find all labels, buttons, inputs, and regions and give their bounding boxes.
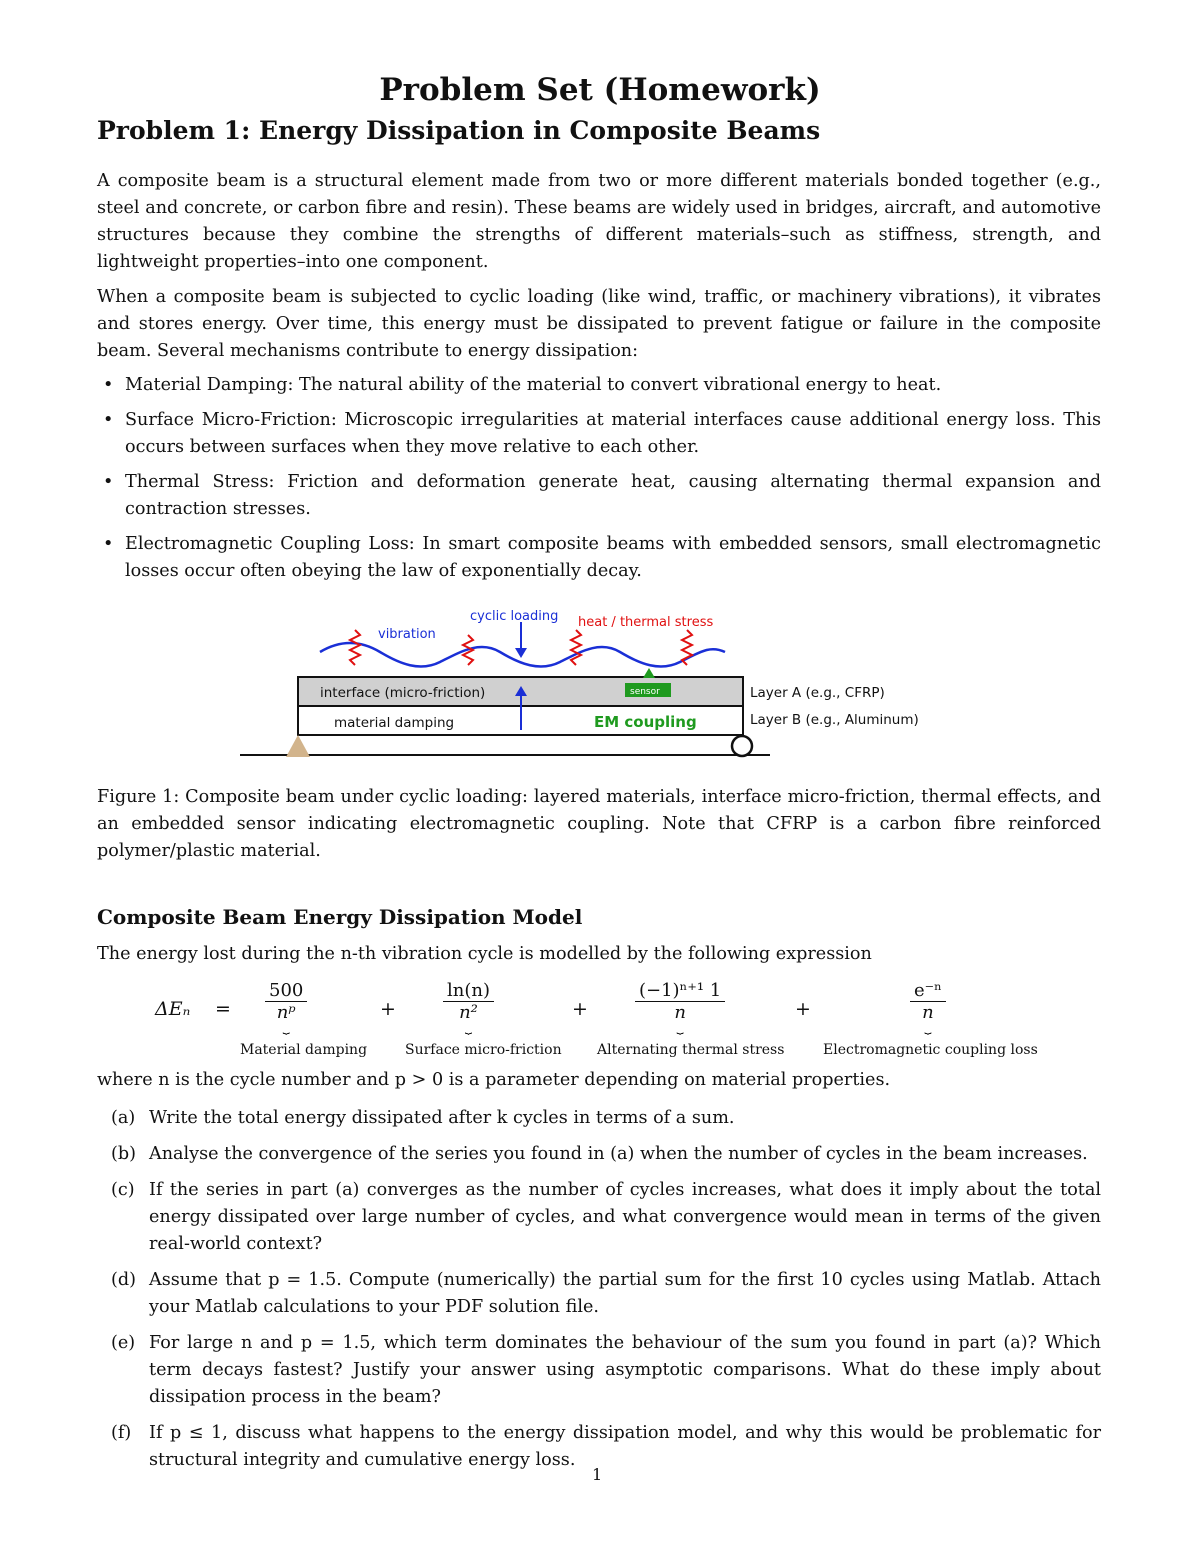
term-micro-friction: ln(n) n² ⏟ [443,980,494,1031]
plus-sign: + [380,998,396,1020]
list-item: (c) If the series in part (a) converges as the number of cycles increases, what does it imply about the total energy dissipated over large number of cycles, and what convergence would mean in terms of the given real-world context? [111,1180,1101,1254]
equals-sign: = [215,998,231,1020]
intro-paragraph: A composite beam is a structural element made from two or more different materials bonded together (e.g., steel and concrete, or carbon fibre and resin). These beams are widely used in bridges, aircraft, and automotive structures because they combine the strengths of different materials–such as stiffness, strength, and lightweight properties–into one component. [97,171,1101,272]
page-number: 1 [592,1465,603,1484]
model-intro: The energy lost during the n-th vibration cycle is modelled by the following expression [97,944,872,964]
list-item: • Thermal Stress: Friction and deformation generate heat, causing alternating thermal expansion and contraction stresses. [97,469,1101,523]
list-item: • Surface Micro-Friction: Microscopic irregularities at material interfaces cause additional energy loss. This occurs between surfaces when they move relative to each other. [97,407,1101,461]
underbrace-icon: ⏟ [676,1020,684,1034]
heat-label: heat / thermal stress [578,615,714,630]
where-text: where n is the cycle number and p > 0 is a parameter depending on material properties. [97,1070,891,1090]
list-item: • Electromagnetic Coupling Loss: In smart composite beams with embedded sensors, small electromagnetic losses occur often obeying the law of exponentially decay. [97,531,1101,585]
list-item: (e) For large n and p = 1.5, which term dominates the behaviour of the sum you found in part (a)? Which term decays fastest? Justify your answer using asymptotic comparisons. What do these imply about dissipation process in the beam? [111,1333,1101,1407]
term-label: Electromagnetic coupling loss [823,1042,1038,1058]
heat-squiggle [350,630,360,665]
underbrace-icon: ⏟ [924,1020,932,1034]
figure-caption: Figure 1: Composite beam under cyclic loading: layered materials, interface micro-friction, thermal effects, and an embedded sensor indicating electromagnetic coupling. Note that CFRP is a carbon fibre reinforced polymer/plastic material. [97,787,1101,861]
problem-heading: Problem 1: Energy Dissipation in Composite Beams [97,116,821,145]
plus-sign: + [572,998,588,1020]
list-item: (d) Assume that p = 1.5. Compute (numerically) the partial sum for the first 10 cycles using Matlab. Attach your Matlab calculations to your PDF solution file. [111,1270,1101,1317]
question-list [97,1105,1101,1483]
energy-equation [140,980,1060,1060]
plus-sign: + [795,998,811,1020]
term-label: Material damping [240,1042,368,1058]
pin-support [286,735,310,757]
term-thermal-stress: (−1)ⁿ⁺¹ 1 n ⏟ [635,980,725,1031]
vibration-label: vibration [378,627,436,642]
term-label: Surface micro-friction [405,1042,562,1058]
term-material-damping: 500 nᵖ ⏟ [265,980,307,1031]
roller-support [732,736,752,756]
mechanism-list [97,372,1101,593]
em-coupling-label: EM coupling [594,713,697,731]
term-label: Alternating thermal stress [597,1042,785,1058]
list-item: • Material Damping: The natural ability of the material to convert vibrational energy to heat. [97,372,1101,399]
list-item: (b) Analyse the convergence of the series you found in (a) when the number of cycles in the beam increases. [111,1144,1088,1164]
layer-a-label: Layer A (e.g., CFRP) [750,685,885,701]
composite-beam-figure [230,600,970,770]
list-item: (f) If p ≤ 1, discuss what happens to the energy dissipation model, and why this would be problematic for structural integrity and cumulative energy loss. [111,1423,1101,1470]
material-damping-label: material damping [334,715,455,731]
page-title: Problem Set (Homework) [379,72,821,108]
layer-b-label: Layer B (e.g., Aluminum) [750,712,919,728]
underbrace-icon: ⏟ [282,1020,290,1034]
model-heading: Composite Beam Energy Dissipation Model [97,905,583,929]
underbrace-icon: ⏟ [464,1020,473,1034]
heat-squiggle [571,630,581,665]
term-em-coupling: e⁻ⁿ n ⏟ [910,980,946,1031]
equation-lhs: ΔEₙ [155,998,191,1020]
cyclic-loading-label: cyclic loading [470,609,559,624]
interface-label: interface (micro-friction) [320,685,486,701]
sensor-label: sensor [630,687,660,697]
second-paragraph: When a composite beam is subjected to cyclic loading (like wind, traffic, or machinery vibrations), it vibrates and stores energy. Over time, this energy must be dissipated to prevent fatigue or failure in the composite beam. Several mechanisms contribute to energy dissipation: [97,287,1101,361]
list-item: (a) Write the total energy dissipated after k cycles in terms of a sum. [111,1108,735,1128]
